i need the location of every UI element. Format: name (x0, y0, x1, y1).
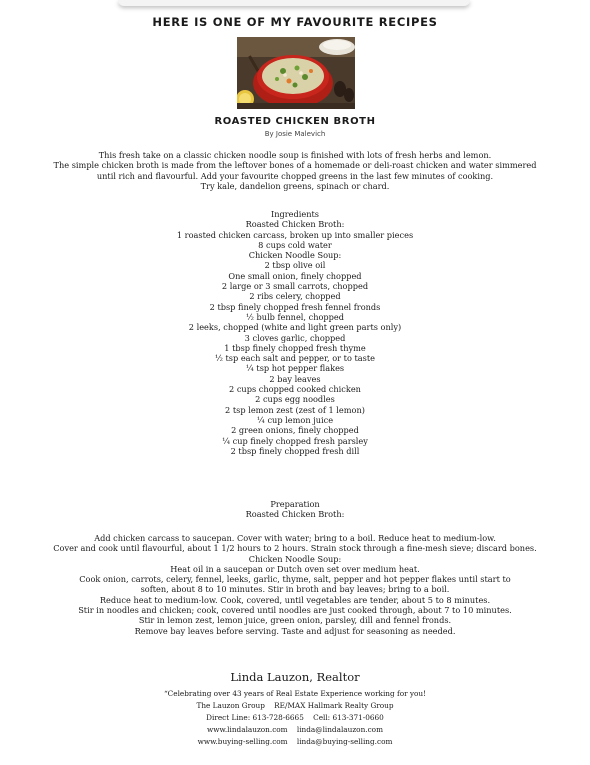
ingredient-item: ¼ tsp hot pepper flakes (245, 363, 345, 374)
preparation-line: Heat oil in a saucepan or Dutch oven set over medium heat. (170, 563, 420, 574)
ingredient-item: 3 cloves garlic, chopped (244, 332, 346, 343)
ingredient-item: 8 cups cold water (258, 239, 332, 250)
intro-line: The simple chicken broth is made from the leftover bones of a homemade or deli-roast chicken and water simmered (53, 160, 537, 171)
ingredient-item: ½ bulb fennel, chopped (246, 311, 344, 322)
preparation-line: Cook onion, carrots, celery, fennel, leeks, garlic, thyme, salt, pepper and hot pepper flakes until start to (79, 574, 511, 585)
realtor-web-link[interactable]: www.buying-selling.com linda@buying-selling.com (197, 737, 393, 746)
intro-line: until rich and flavourful. Add your favourite chopped greens in the last few minutes of cooking. (96, 170, 494, 181)
realtor-name: Linda Lauzon, Realtor (230, 670, 360, 684)
preparation-title: Preparation (270, 499, 320, 509)
preparation-line: Add chicken carcass to saucepan. Cover with water; bring to a boil. Reduce heat to medium-low. (94, 533, 496, 543)
ingredient-item: ¼ cup finely chopped fresh parsley (222, 435, 368, 446)
ingredient-item: 1 tbsp finely chopped fresh thyme (224, 342, 366, 353)
preparation-line: Remove bay leaves before serving. Taste and adjust for seasoning as needed. (134, 625, 456, 636)
recipe-photo (237, 37, 355, 109)
preparation-steps (0, 533, 590, 636)
ingredient-item: 2 ribs celery, chopped (249, 291, 341, 302)
ingredient-item: 2 tsp lemon zest (zest of 1 lemon) (225, 404, 365, 415)
page-header: HERE IS ONE OF MY FAVOURITE RECIPES (152, 15, 438, 29)
realtor-contact (0, 688, 590, 748)
realtor-phones: Direct Line: 613-728-6665 Cell: 613-371-0660 (206, 713, 384, 722)
ingredient-item: 2 tbsp finely chopped fresh dill (230, 445, 360, 456)
ingredient-section: Chicken Noodle Soup: (248, 250, 342, 261)
ingredient-item: 2 leeks, chopped (white and light green parts only) (188, 322, 402, 333)
preparation-line: Reduce heat to medium-low. Cook, covered, until vegetables are tender, about 5 to 8 minutes. (99, 594, 491, 605)
realtor-company: The Lauzon Group RE/MAX Hallmark Realty Group (196, 701, 394, 710)
recipe-title: ROASTED CHICKEN BROTH (214, 116, 376, 127)
preparation-heading (0, 499, 590, 520)
ingredient-item: 2 tbsp olive oil (264, 260, 326, 271)
intro-line: Try kale, dandelion greens, spinach or chard. (200, 180, 390, 191)
ingredient-item: ¼ cup lemon juice (256, 414, 334, 425)
window-top-edge (118, 0, 470, 6)
ingredient-item: 2 bay leaves (269, 373, 321, 384)
ingredient-item: One small onion, finely chopped (228, 270, 362, 281)
recipe-intro (0, 150, 590, 191)
realtor-web-link[interactable]: www.lindalauzon.com linda@lindalauzon.com (206, 725, 383, 734)
ingredients-list (0, 209, 590, 456)
ingredient-item: ½ tsp each salt and pepper, or to taste (214, 353, 376, 364)
ingredient-item: 2 cups egg noodles (255, 394, 335, 405)
intro-line: This fresh take on a classic chicken noodle soup is finished with lots of fresh herbs and lemon. (98, 150, 492, 160)
preparation-section: Chicken Noodle Soup: (248, 553, 342, 564)
realtor-tagline: “Celebrating over 43 years of Real Estate Experience working for you! (163, 689, 427, 698)
recipe-author: By Josie Malevich (264, 130, 326, 138)
ingredient-item: 1 roasted chicken carcass, broken up into smaller pieces (176, 229, 414, 240)
ingredient-item: 2 green onions, finely chopped (231, 425, 359, 436)
ingredient-item: 2 cups chopped cooked chicken (229, 384, 361, 395)
ingredient-item: 2 large or 3 small carrots, chopped (221, 281, 369, 292)
preparation-section: Roasted Chicken Broth: (245, 509, 345, 520)
preparation-line: Stir in noodles and chicken; cook, covered until noodles are just cooked through, about 7 to 10 minutes. (78, 605, 512, 616)
preparation-line: soften, about 8 to 10 minutes. Stir in broth and bay leaves; bring to a boil. (140, 584, 450, 595)
ingredient-item: 2 tbsp finely chopped fresh fennel fronds (209, 301, 381, 312)
ingredients-heading: Ingredients (271, 209, 319, 219)
ingredient-section: Roasted Chicken Broth: (245, 219, 345, 230)
preparation-line: Cover and cook until flavourful, about 1 1/2 hours to 2 hours. Strain stock through a fine-mesh sieve; discard bones. (53, 543, 537, 554)
soup-pot-photo (237, 37, 355, 109)
preparation-line: Stir in lemon zest, lemon juice, green onion, parsley, dill and fennel fronds. (138, 615, 452, 626)
